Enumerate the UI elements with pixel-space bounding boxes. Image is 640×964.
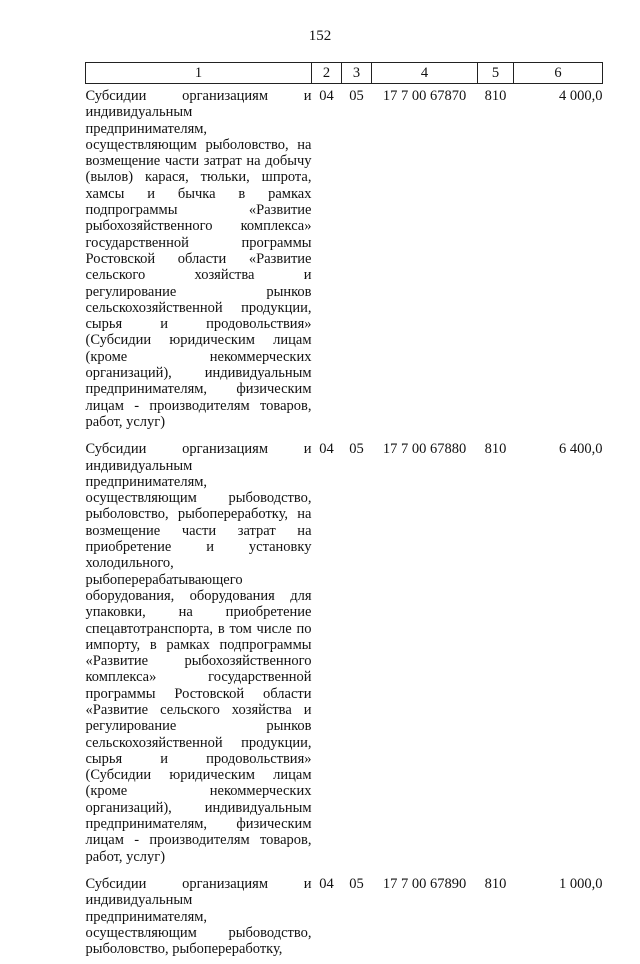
table-row bbox=[86, 437, 603, 872]
row-target-article: 17 7 00 67880 bbox=[382, 441, 467, 458]
row-expense-type: 810 bbox=[484, 88, 507, 104]
header-col-3: 3 bbox=[342, 63, 372, 84]
row-amount: 1 000,0 bbox=[559, 875, 603, 892]
row-description: Субсидии организациям и индивидуальным предпринимателям, осуществляющим рыбоводство, рыболовство, рыбопереработку, на возмещение части затрат на приобретение и установку холодильного, рыбоперерабатывающего оборудования, оборудования для упаковки, на приобретение спецавтотранспорта, в том числе по импорту, в рамках подпрограммы «Развитие рыбохозяйственного комплекса» государственной программы Ростовской области «Развитие сельского хозяйства и регулирование рынков сельскохозяйственной продукции, сырья и продовольствия» (Субсидии юридическим лицам (кроме некоммерческих организаций), индивидуальным предпринимателям, физическим лицам - производителям товаров, работ, услуг) bbox=[85, 441, 312, 865]
row-expense-type: 810 bbox=[484, 441, 507, 458]
row-subsection: 05 bbox=[349, 441, 364, 458]
table-header-row bbox=[86, 63, 603, 84]
row-target-article: 17 7 00 67890 bbox=[382, 875, 467, 892]
table-row bbox=[86, 84, 603, 438]
row-description: Субсидии организациям и индивидуальным предпринимателям, осуществляющим рыбоводство, рыболовство, рыбопереработку, bbox=[85, 875, 312, 958]
row-section: 04 bbox=[319, 441, 334, 458]
row-amount: 4 000,0 bbox=[559, 88, 603, 104]
budget-table bbox=[85, 62, 603, 964]
header-col-5: 5 bbox=[478, 63, 514, 84]
header-col-1: 1 bbox=[86, 63, 312, 84]
page-number: 152 bbox=[308, 28, 332, 44]
header-col-6: 6 bbox=[514, 63, 603, 84]
row-subsection: 05 bbox=[349, 875, 364, 892]
row-subsection: 05 bbox=[349, 88, 364, 104]
table-row bbox=[86, 872, 603, 964]
row-amount: 6 400,0 bbox=[559, 441, 603, 458]
row-target-article: 17 7 00 67870 bbox=[382, 88, 467, 104]
row-section: 04 bbox=[319, 88, 334, 104]
row-description: Субсидии организациям и индивидуальным предпринимателям, осуществляющим рыболовство, на возмещение части затрат на добычу (вылов) карася, тюльки, шпрота, хамсы и бычка в рамках подпрограммы «Развитие рыбохозяйственного комплекса» государственной программы Ростовской области «Развитие сельского хозяйства и регулирование рынков сельскохозяйственной продукции, сырья и продовольствия» (Субсидии юридическим лицам (кроме некоммерческих организаций), индивидуальным предпринимателям, физическим лицам - производителям товаров, работ, услуг) bbox=[85, 88, 312, 430]
header-col-4: 4 bbox=[372, 63, 478, 84]
header-col-2: 2 bbox=[312, 63, 342, 84]
row-section: 04 bbox=[319, 875, 334, 892]
row-expense-type: 810 bbox=[484, 875, 507, 892]
